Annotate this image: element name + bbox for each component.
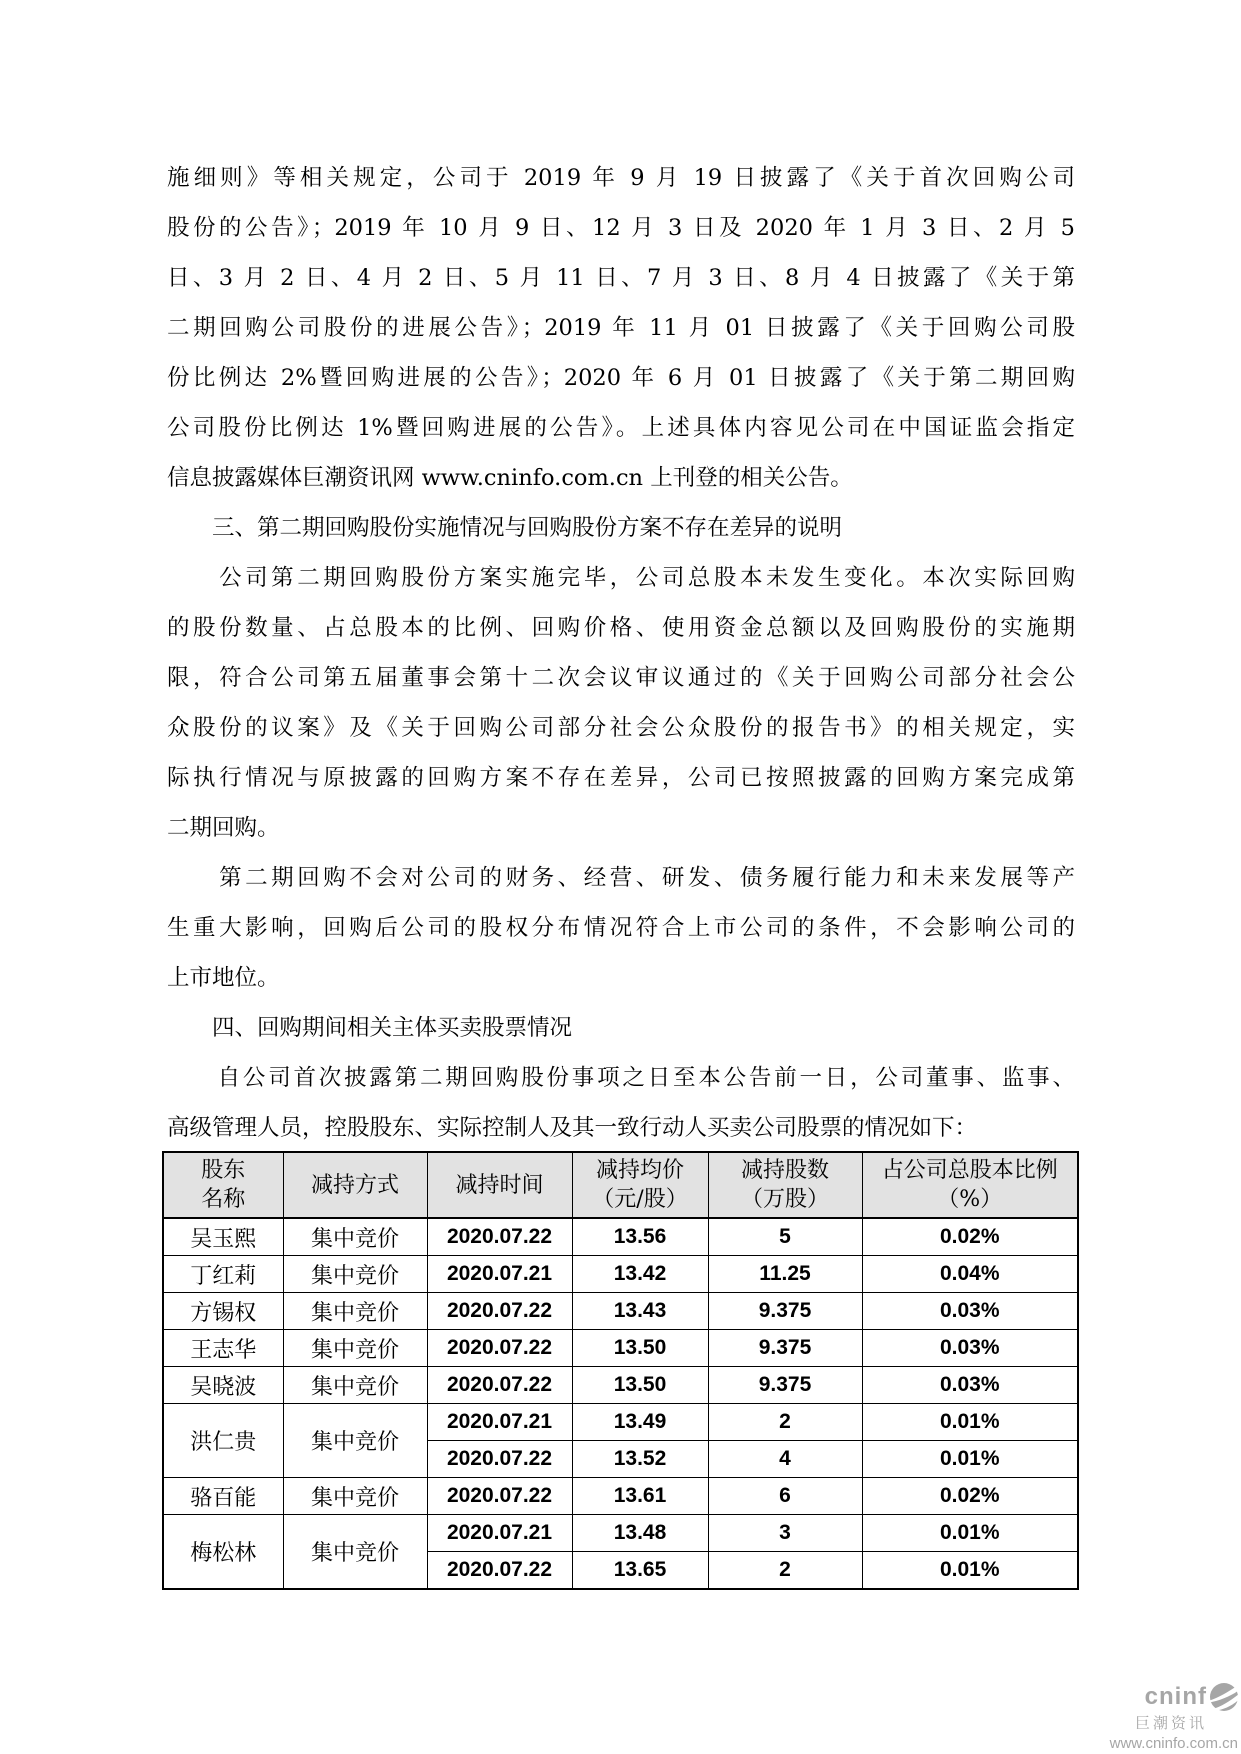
table-row	[163, 1218, 1078, 1256]
share-sale-table	[162, 1151, 1079, 1590]
text-line: 日、3 月 2 日、4 月 2 日、5 月 11 日、7 月 3 日、8 月 4 日披露了《关于第	[167, 265, 1075, 291]
cninfo-logo	[1098, 1682, 1238, 1752]
avg-price-cell: 13.50	[572, 1330, 708, 1367]
sale-method-cell: 集中竞价	[283, 1404, 427, 1478]
sale-method-cell: 集中竞价	[283, 1293, 427, 1330]
text-line: 信息披露媒体巨潮资讯网 www.cninfo.com.cn 上刊登的相关公告。	[167, 465, 853, 491]
share-sale-table-body	[163, 1218, 1078, 1589]
shareholder-name-cell: 骆百能	[163, 1478, 283, 1515]
cninfo-logo-url: www.cninfo.com.cn	[1109, 1735, 1238, 1752]
cninfo-logo-text: cninf	[1144, 1683, 1207, 1710]
shares-cell: 9.375	[708, 1367, 862, 1404]
column-header-line: 股东	[201, 1158, 246, 1183]
text-line: 的股份数量、占总股本的比例、回购价格、使用资金总额以及回购股份的实施期	[167, 615, 1075, 641]
column-header-line: 减持均价	[595, 1158, 684, 1183]
text-line: 上市地位。	[167, 965, 280, 991]
text-line: 限，符合公司第五届董事会第十二次会议审议通过的《关于回购公司部分社会公	[167, 665, 1075, 691]
pct-cell: 0.02%	[862, 1218, 1078, 1256]
text-line: 公司第二期回购股份方案实施完毕，公司总股本未发生变化。本次实际回购	[167, 565, 1075, 591]
text-line: 二期回购。	[167, 815, 280, 841]
sale-date-cell: 2020.07.22	[427, 1552, 572, 1590]
text-line: 第二期回购不会对公司的财务、经营、研发、债务履行能力和未来发展等产	[167, 865, 1075, 891]
column-header	[708, 1152, 862, 1218]
pct-cell: 0.01%	[862, 1404, 1078, 1441]
shareholder-name-cell: 王志华	[163, 1330, 283, 1367]
shares-cell: 9.375	[708, 1293, 862, 1330]
pct-cell: 0.03%	[862, 1367, 1078, 1404]
sale-date-cell: 2020.07.22	[427, 1441, 572, 1478]
column-header-line: （%）	[937, 1187, 1003, 1212]
avg-price-cell: 13.48	[572, 1515, 708, 1552]
sale-method-cell: 集中竞价	[283, 1478, 427, 1515]
shares-cell: 9.375	[708, 1330, 862, 1367]
table-row	[163, 1404, 1078, 1441]
shareholder-name-cell: 方锡权	[163, 1293, 283, 1330]
pct-cell: 0.01%	[862, 1515, 1078, 1552]
sale-method-cell: 集中竞价	[283, 1330, 427, 1367]
avg-price-cell: 13.56	[572, 1218, 708, 1256]
table-row	[163, 1478, 1078, 1515]
sale-method-cell: 集中竞价	[283, 1218, 427, 1256]
sale-date-cell: 2020.07.21	[427, 1256, 572, 1293]
shareholder-name-cell: 吴玉熙	[163, 1218, 283, 1256]
text-line: 生重大影响，回购后公司的股权分布情况符合上市公司的条件，不会影响公司的	[167, 915, 1075, 941]
column-header-line: （万股）	[740, 1187, 829, 1212]
column-header	[283, 1152, 427, 1218]
pct-cell: 0.01%	[862, 1441, 1078, 1478]
column-header-line: 减持时间	[455, 1172, 544, 1198]
pct-cell: 0.01%	[862, 1552, 1078, 1590]
cninfo-logo-row	[1098, 1682, 1238, 1712]
avg-price-cell: 13.50	[572, 1367, 708, 1404]
text-line: 高级管理人员，控股股东、实际控制人及其一致行动人买卖公司股票的情况如下：	[167, 1115, 978, 1141]
shareholder-name-cell: 梅松林	[163, 1515, 283, 1590]
text-line: 二期回购公司股份的进展公告》；2019 年 11 月 01 日披露了《关于回购公司股	[167, 315, 1075, 341]
shares-cell: 2	[708, 1404, 862, 1441]
avg-price-cell: 13.65	[572, 1552, 708, 1590]
sale-date-cell: 2020.07.22	[427, 1330, 572, 1367]
sale-method-cell: 集中竞价	[283, 1256, 427, 1293]
column-header	[572, 1152, 708, 1218]
sale-date-cell: 2020.07.22	[427, 1218, 572, 1256]
column-header-line: （元/股）	[592, 1187, 688, 1212]
text-line: 份比例达 2%暨回购进展的公告》；2020 年 6 月 01 日披露了《关于第二期回购	[167, 365, 1075, 391]
table-row	[163, 1515, 1078, 1552]
shares-cell: 4	[708, 1441, 862, 1478]
shareholder-name-cell: 丁红莉	[163, 1256, 283, 1293]
table-row	[163, 1330, 1078, 1367]
cninfo-logo-cn: 巨潮资讯	[1134, 1714, 1207, 1732]
column-header	[862, 1152, 1078, 1218]
body-text	[167, 153, 1075, 1153]
text-line: 众股份的议案》及《关于回购公司部分社会公众股份的报告书》的相关规定，实	[167, 715, 1075, 741]
shares-cell: 5	[708, 1218, 862, 1256]
table-row	[163, 1367, 1078, 1404]
shareholder-name-cell: 洪仁贵	[163, 1404, 283, 1478]
column-header	[427, 1152, 572, 1218]
cninfo-swirl-icon	[1210, 1683, 1238, 1711]
text-line: 四、回购期间相关主体买卖股票情况	[167, 1015, 573, 1041]
sale-method-cell: 集中竞价	[283, 1515, 427, 1590]
pct-cell: 0.03%	[862, 1293, 1078, 1330]
shares-cell: 6	[708, 1478, 862, 1515]
column-header-line: 减持股数	[740, 1158, 829, 1183]
shares-cell: 3	[708, 1515, 862, 1552]
pct-cell: 0.03%	[862, 1330, 1078, 1367]
column-header-line: 占公司总股本比例	[881, 1158, 1058, 1183]
avg-price-cell: 13.42	[572, 1256, 708, 1293]
shareholder-name-cell: 吴晓波	[163, 1367, 283, 1404]
shares-cell: 2	[708, 1552, 862, 1590]
text-line: 施细则》等相关规定，公司于 2019 年 9 月 19 日披露了《关于首次回购公司	[167, 165, 1075, 191]
share-sale-table-header	[163, 1152, 1078, 1218]
shares-cell: 11.25	[708, 1256, 862, 1293]
sale-date-cell: 2020.07.22	[427, 1293, 572, 1330]
table-row	[163, 1293, 1078, 1330]
avg-price-cell: 13.43	[572, 1293, 708, 1330]
text-line: 公司股份比例达 1%暨回购进展的公告》。上述具体内容见公司在中国证监会指定	[167, 415, 1075, 441]
sale-date-cell: 2020.07.21	[427, 1515, 572, 1552]
column-header-line: 减持方式	[310, 1172, 399, 1198]
text-line: 际执行情况与原披露的回购方案不存在差异，公司已按照披露的回购方案完成第	[167, 765, 1075, 791]
sale-date-cell: 2020.07.22	[427, 1367, 572, 1404]
pct-cell: 0.02%	[862, 1478, 1078, 1515]
column-header-line: 名称	[201, 1187, 246, 1212]
pct-cell: 0.04%	[862, 1256, 1078, 1293]
avg-price-cell: 13.52	[572, 1441, 708, 1478]
sale-method-cell: 集中竞价	[283, 1367, 427, 1404]
avg-price-cell: 13.61	[572, 1478, 708, 1515]
avg-price-cell: 13.49	[572, 1404, 708, 1441]
text-line: 三、第二期回购股份实施情况与回购股份方案不存在差异的说明	[167, 515, 843, 541]
table-row	[163, 1256, 1078, 1293]
text-line: 股份的公告》；2019 年 10 月 9 日、12 月 3 日及 2020 年 1 月 3 日、2 月 5	[167, 215, 1075, 241]
sale-date-cell: 2020.07.21	[427, 1404, 572, 1441]
column-header	[163, 1152, 283, 1218]
text-line: 自公司首次披露第二期回购股份事项之日至本公告前一日，公司董事、监事、	[167, 1065, 1075, 1091]
sale-date-cell: 2020.07.22	[427, 1478, 572, 1515]
